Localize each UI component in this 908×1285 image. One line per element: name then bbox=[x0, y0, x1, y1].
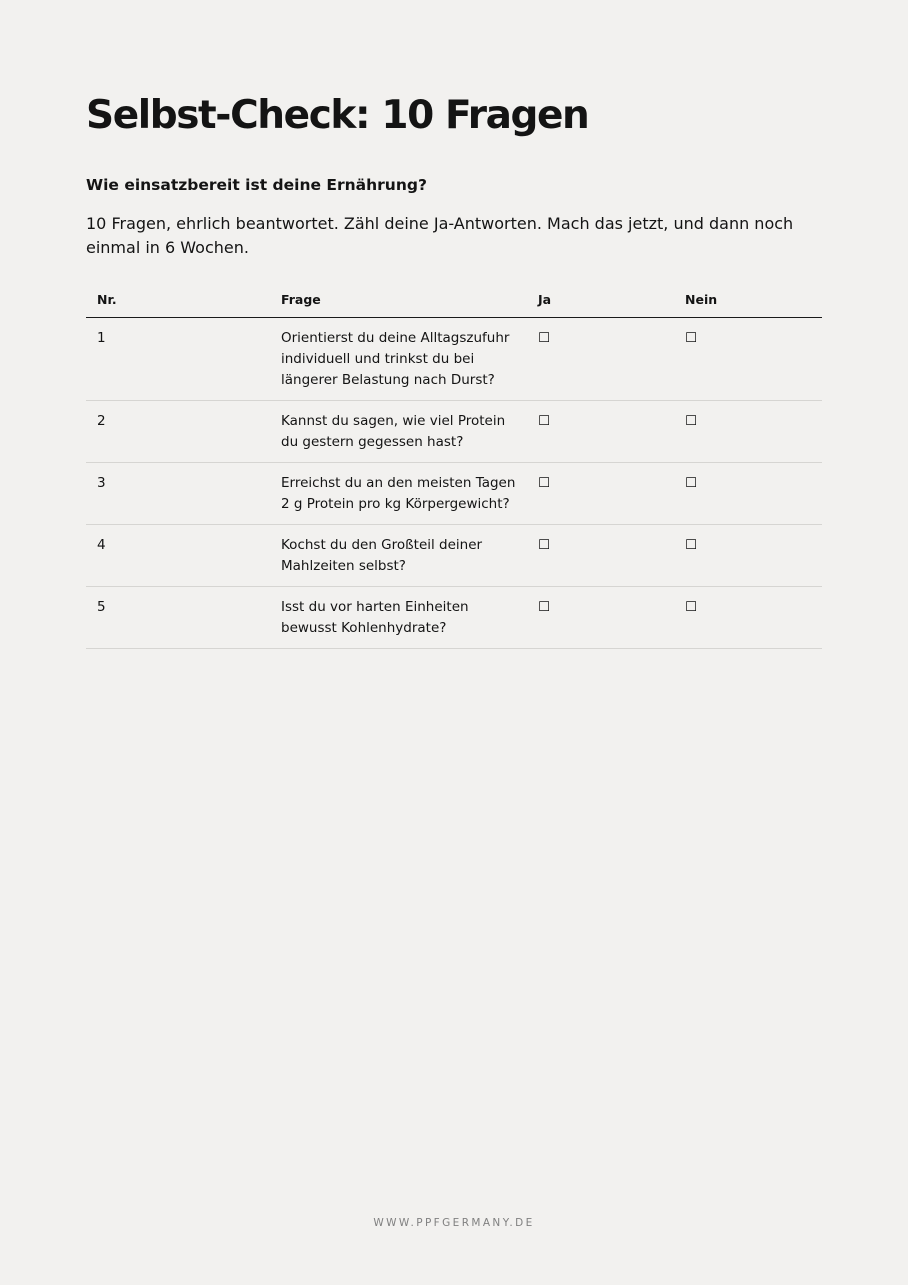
self-check-table bbox=[86, 282, 822, 649]
nein-checkbox[interactable]: ☐ bbox=[674, 318, 822, 401]
ja-checkbox[interactable]: ☐ bbox=[527, 463, 674, 525]
table-row bbox=[86, 587, 822, 649]
ja-checkbox[interactable]: ☐ bbox=[527, 401, 674, 463]
column-header-frage: Frage bbox=[270, 282, 527, 318]
column-header-nr: Nr. bbox=[86, 282, 270, 318]
nein-checkbox[interactable]: ☐ bbox=[674, 463, 822, 525]
ja-checkbox[interactable]: ☐ bbox=[527, 587, 674, 649]
table-row bbox=[86, 318, 822, 401]
question-text: Kannst du sagen, wie viel Protein du gestern gegessen hast? bbox=[270, 401, 527, 463]
section-subtitle: Wie einsatzbereit ist deine Ernährung? bbox=[86, 176, 427, 194]
question-text: Orientierst du deine Alltagszufuhr individuell und trinkst du bei längerer Belastung nach Durst? bbox=[270, 318, 527, 401]
table-row bbox=[86, 463, 822, 525]
table-header-row bbox=[86, 282, 822, 318]
nein-checkbox[interactable]: ☐ bbox=[674, 525, 822, 587]
nein-checkbox[interactable]: ☐ bbox=[674, 401, 822, 463]
question-text: Erreichst du an den meisten Tagen 2 g Protein pro kg Körpergewicht? bbox=[270, 463, 527, 525]
table-row bbox=[86, 401, 822, 463]
table-row bbox=[86, 525, 822, 587]
page-title: Selbst-Check: 10 Fragen bbox=[86, 93, 589, 138]
intro-text: 10 Fragen, ehrlich beantwortet. Zähl deine Ja-Antworten. Mach das jetzt, und dann noch einmal in 6 Wochen. bbox=[86, 214, 794, 257]
nein-checkbox[interactable]: ☐ bbox=[674, 587, 822, 649]
ja-checkbox[interactable]: ☐ bbox=[527, 525, 674, 587]
column-header-nein: Nein bbox=[674, 282, 822, 318]
footer-website: WWW.PPFGERMANY.DE bbox=[373, 1217, 535, 1229]
question-text: Isst du vor harten Einheiten bewusst Kohlenhydrate? bbox=[270, 587, 527, 649]
question-number: 5 bbox=[86, 587, 270, 649]
question-number: 1 bbox=[86, 318, 270, 401]
question-number: 2 bbox=[86, 401, 270, 463]
ja-checkbox[interactable]: ☐ bbox=[527, 318, 674, 401]
question-number: 3 bbox=[86, 463, 270, 525]
question-number: 4 bbox=[86, 525, 270, 587]
question-text: Kochst du den Großteil deiner Mahlzeiten selbst? bbox=[270, 525, 527, 587]
column-header-ja: Ja bbox=[527, 282, 674, 318]
